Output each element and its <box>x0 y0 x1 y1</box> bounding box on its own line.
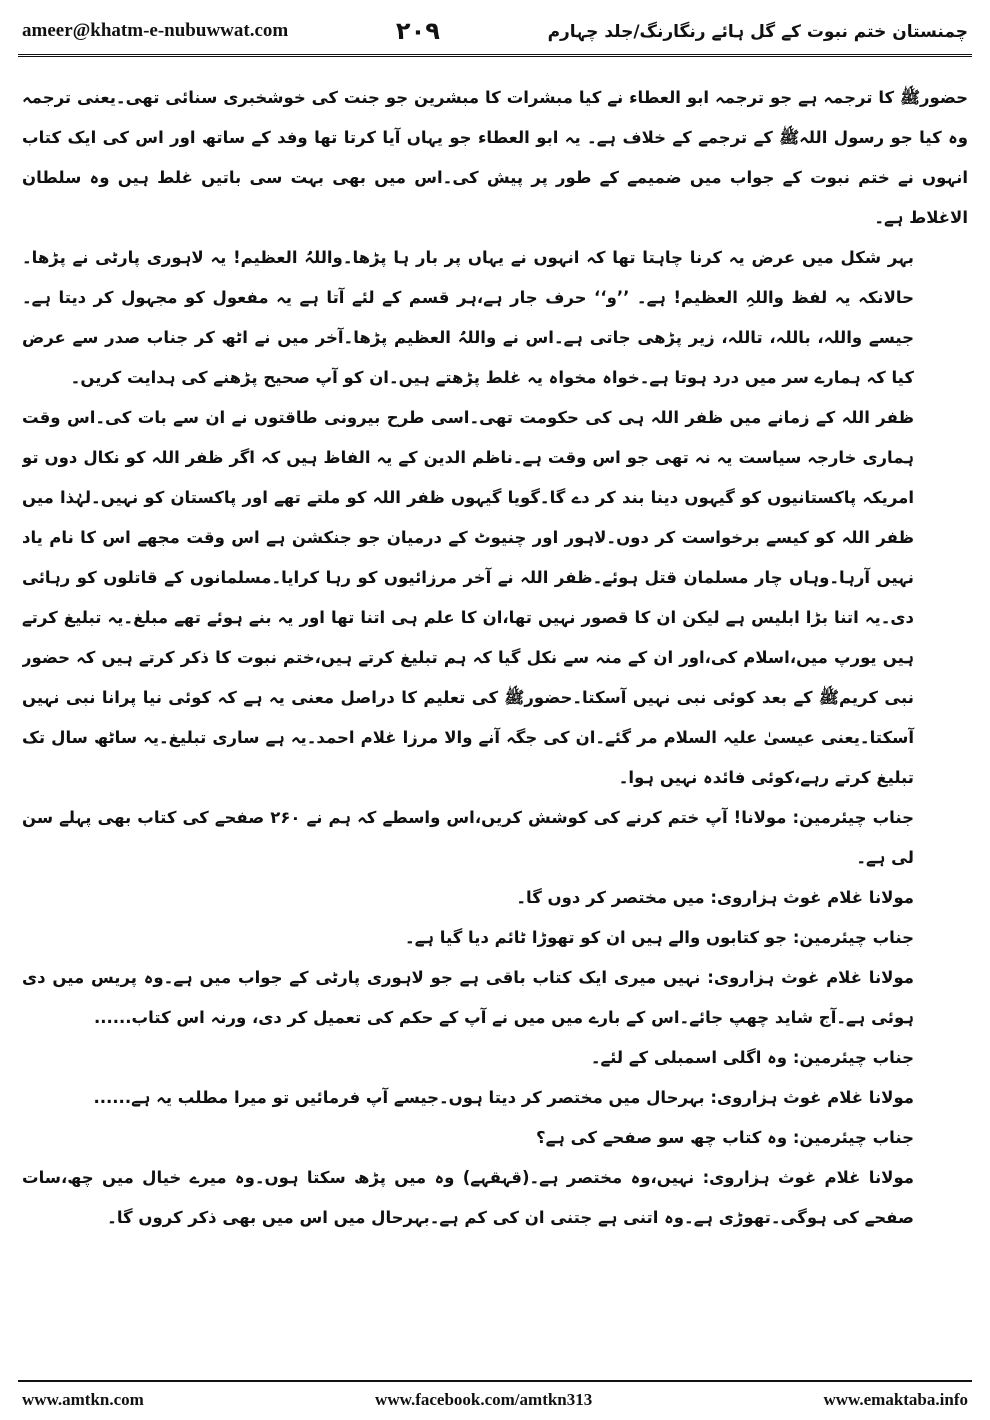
page-body <box>22 78 968 1368</box>
dialogue-line-5 <box>22 1038 968 1078</box>
page-number: ۲۰۹ <box>395 17 440 45</box>
footer-rule <box>18 1380 972 1382</box>
dialogue-line-7 <box>22 1118 968 1158</box>
dialogue-line-4 <box>22 958 968 1038</box>
dialogue-speaker: جناب چیئرمین: <box>792 1048 914 1067</box>
paragraph-2: بہر شکل میں عرض یہ کرنا چاہتا تھا کہ انہوں نے یہاں پر بار ہا پڑھا۔واللہُ العظیم! یہ لاہوری پارٹی نے پڑھا۔حالانکہ یہ لفظ واللہِ العظیم! ہے۔ ’’و‘‘ حرف جار ہے،ہر قسم کے لئے آتا ہے یہ مفعول کو مجہول کر دیتا ہے۔جیسے واللہ، باللہ، تاللہ، زیر پڑھی جاتی ہے۔اس نے واللہُ العظیم پڑھا۔آخر میں نے اٹھ کر جناب صدر سے عرض کیا کہ ہمارے سر میں درد ہوتا ہے۔خواہ مخواہ یہ غلط پڑھتے ہیں۔ان کو آپ صحیح پڑھنے کی ہدایت کریں۔ <box>22 248 914 387</box>
dialogue-line-3 <box>22 918 968 958</box>
dialogue-speaker: مولانا غلام غوث ہزاروی: <box>710 1088 914 1107</box>
dialogue-speaker: مولانا غلام غوث ہزاروی: <box>710 888 914 907</box>
dialogue-speaker: مولانا غلام غوث ہزاروی: <box>707 968 915 987</box>
page-header <box>22 14 968 48</box>
dialogue-text: مولانا! آپ ختم کرنے کی کوشش کریں،اس واسطے کہ ہم نے ۲۶۰ صفحے کی کتاب بھی پہلے سن لی ہے۔ <box>22 808 914 867</box>
dialogue-text: وہ کتاب چھ سو صفحے کی ہے؟ <box>536 1128 788 1147</box>
dialogue-text: جو کتابوں والے ہیں ان کو تھوڑا ٹائم دیا گیا ہے۔ <box>405 928 788 947</box>
paragraph-1: حضورﷺ کا ترجمہ ہے جو ترجمہ ابو العطاء نے کیا مبشرات کا مبشرین جو جنت کی خوشخبری سنائی تھی۔یعنی ترجمہ وہ کیا جو رسول اللہﷺ کے ترجمے کے خلاف ہے۔ یہ ابو العطاء جو یہاں آیا کرتا تھا وفد کے ساتھ اور اس کی ایک کتاب انہوں نے ختم نبوت کے جواب میں ضمیمے کے طور پر پیش کی۔اس میں بھی بہت سی باتیں غلط ہیں وہ سلطان الاغلاط ہے۔ <box>22 88 968 227</box>
dialogue-speaker: مولانا غلام غوث ہزاروی: <box>702 1168 914 1187</box>
page-footer <box>22 1386 968 1414</box>
dialogue-text: وہ اگلی اسمبلی کے لئے۔ <box>590 1048 788 1067</box>
dialogue-speaker: جناب چیئرمین: <box>792 808 914 827</box>
header-email: ameer@khatm-e-nubuwwat.com <box>22 20 289 41</box>
dialogue-text: بہرحال میں مختصر کر دیتا ہوں۔جیسے آپ فرمائیں تو میرا مطلب یہ ہے...... <box>93 1088 705 1107</box>
dialogue-text: نہیں میری ایک کتاب باقی ہے جو لاہوری پارٹی کے جواب میں ہے۔وہ پریس میں دی ہوئی ہے۔آج شاید چھپ جائے۔اس کے بارے میں میں نے آپ کے حکم کی تعمیل کر دی، ورنہ اس کتاب...... <box>22 968 914 1027</box>
header-rule <box>18 54 972 57</box>
footer-link-center[interactable]: www.facebook.com/amtkn313 <box>375 1390 593 1409</box>
dialogue-text: میں مختصر کر دوں گا۔ <box>516 888 705 907</box>
footer-link-right[interactable]: www.emaktaba.info <box>823 1390 968 1409</box>
dialogue-text: نہیں،وہ مختصر ہے۔(قہقہے) وہ میں پڑھ سکتا ہوں۔وہ میرے خیال میں چھ،سات صفحے کی ہوگی۔تھوڑی ہے۔وہ اتنی ہے جتنی ان کی کم ہے۔بہرحال میں اس میں بھی ذکر کروں گا۔ <box>22 1168 914 1227</box>
dialogue-line-6 <box>22 1078 968 1118</box>
paragraph-3: ظفر اللہ کے زمانے میں ظفر اللہ ہی کی حکومت تھی۔اسی طرح بیرونی طاقتوں نے ان سے بات کی۔اس وقت ہماری خارجہ سیاست یہ نہ تھی جو اس وقت ہے۔ناظم الدین کے یہ الفاظ ہیں کہ اگر ظفر اللہ کو نکال دوں تو امریکہ پاکستانیوں کو گیہوں دینا بند کر دے گا۔گویا گیہوں ظفر اللہ کو ملتے تھے اور پاکستان کو نہیں۔لہٰذا میں ظفر اللہ کو کیسے برخواست کر دوں۔لاہور اور چنیوٹ کے درمیان جو جنکشن ہے اس وقت مجھے اس کا نام یاد نہیں آرہا۔وہاں چار مسلمان قتل ہوئے۔ظفر اللہ نے آخر مرزائیوں کو رہا کرایا۔مسلمانوں کے قاتلوں کو رہائی دی۔یہ اتنا بڑا ابلیس ہے لیکن ان کا قصور نہیں تھا،ان کا علم ہی اتنا تھا اور یہ بنے ہوئے تھے مبلغ۔یہ تبلیغ کرتے ہیں یورپ میں،اسلام کی،اور ان کے منہ سے نکل گیا کہ ہم تبلیغ کرتے ہیں،ختم نبوت کا ذکر کرتے ہیں کہ حضور نبی کریمﷺ کے بعد کوئی نبی نہیں آسکتا۔حضورﷺ کی تعلیم کا دراصل معنی یہ ہے کہ کوئی نیا پرانا نبی نہیں آسکتا۔یعنی عیسیٰ علیہ السلام مر گئے۔ان کی جگہ آنے والا مرزا غلام احمد۔یہ ہے ساری تبلیغ۔یہ ساٹھ سال تک تبلیغ کرتے رہے،کوئی فائدہ نہیں ہوا۔ <box>22 408 914 787</box>
dialogue-speaker: جناب چیئرمین: <box>792 1128 914 1147</box>
book-title: چمنستان ختم نبوت کے گل ہائے رنگارنگ/جلد چہارم <box>547 21 968 42</box>
dialogue-line-8 <box>22 1158 968 1238</box>
dialogue-line-1 <box>22 798 968 878</box>
dialogue-speaker: جناب چیئرمین: <box>792 928 914 947</box>
dialogue-line-2 <box>22 878 968 918</box>
footer-link-left[interactable]: www.amtkn.com <box>22 1390 144 1409</box>
